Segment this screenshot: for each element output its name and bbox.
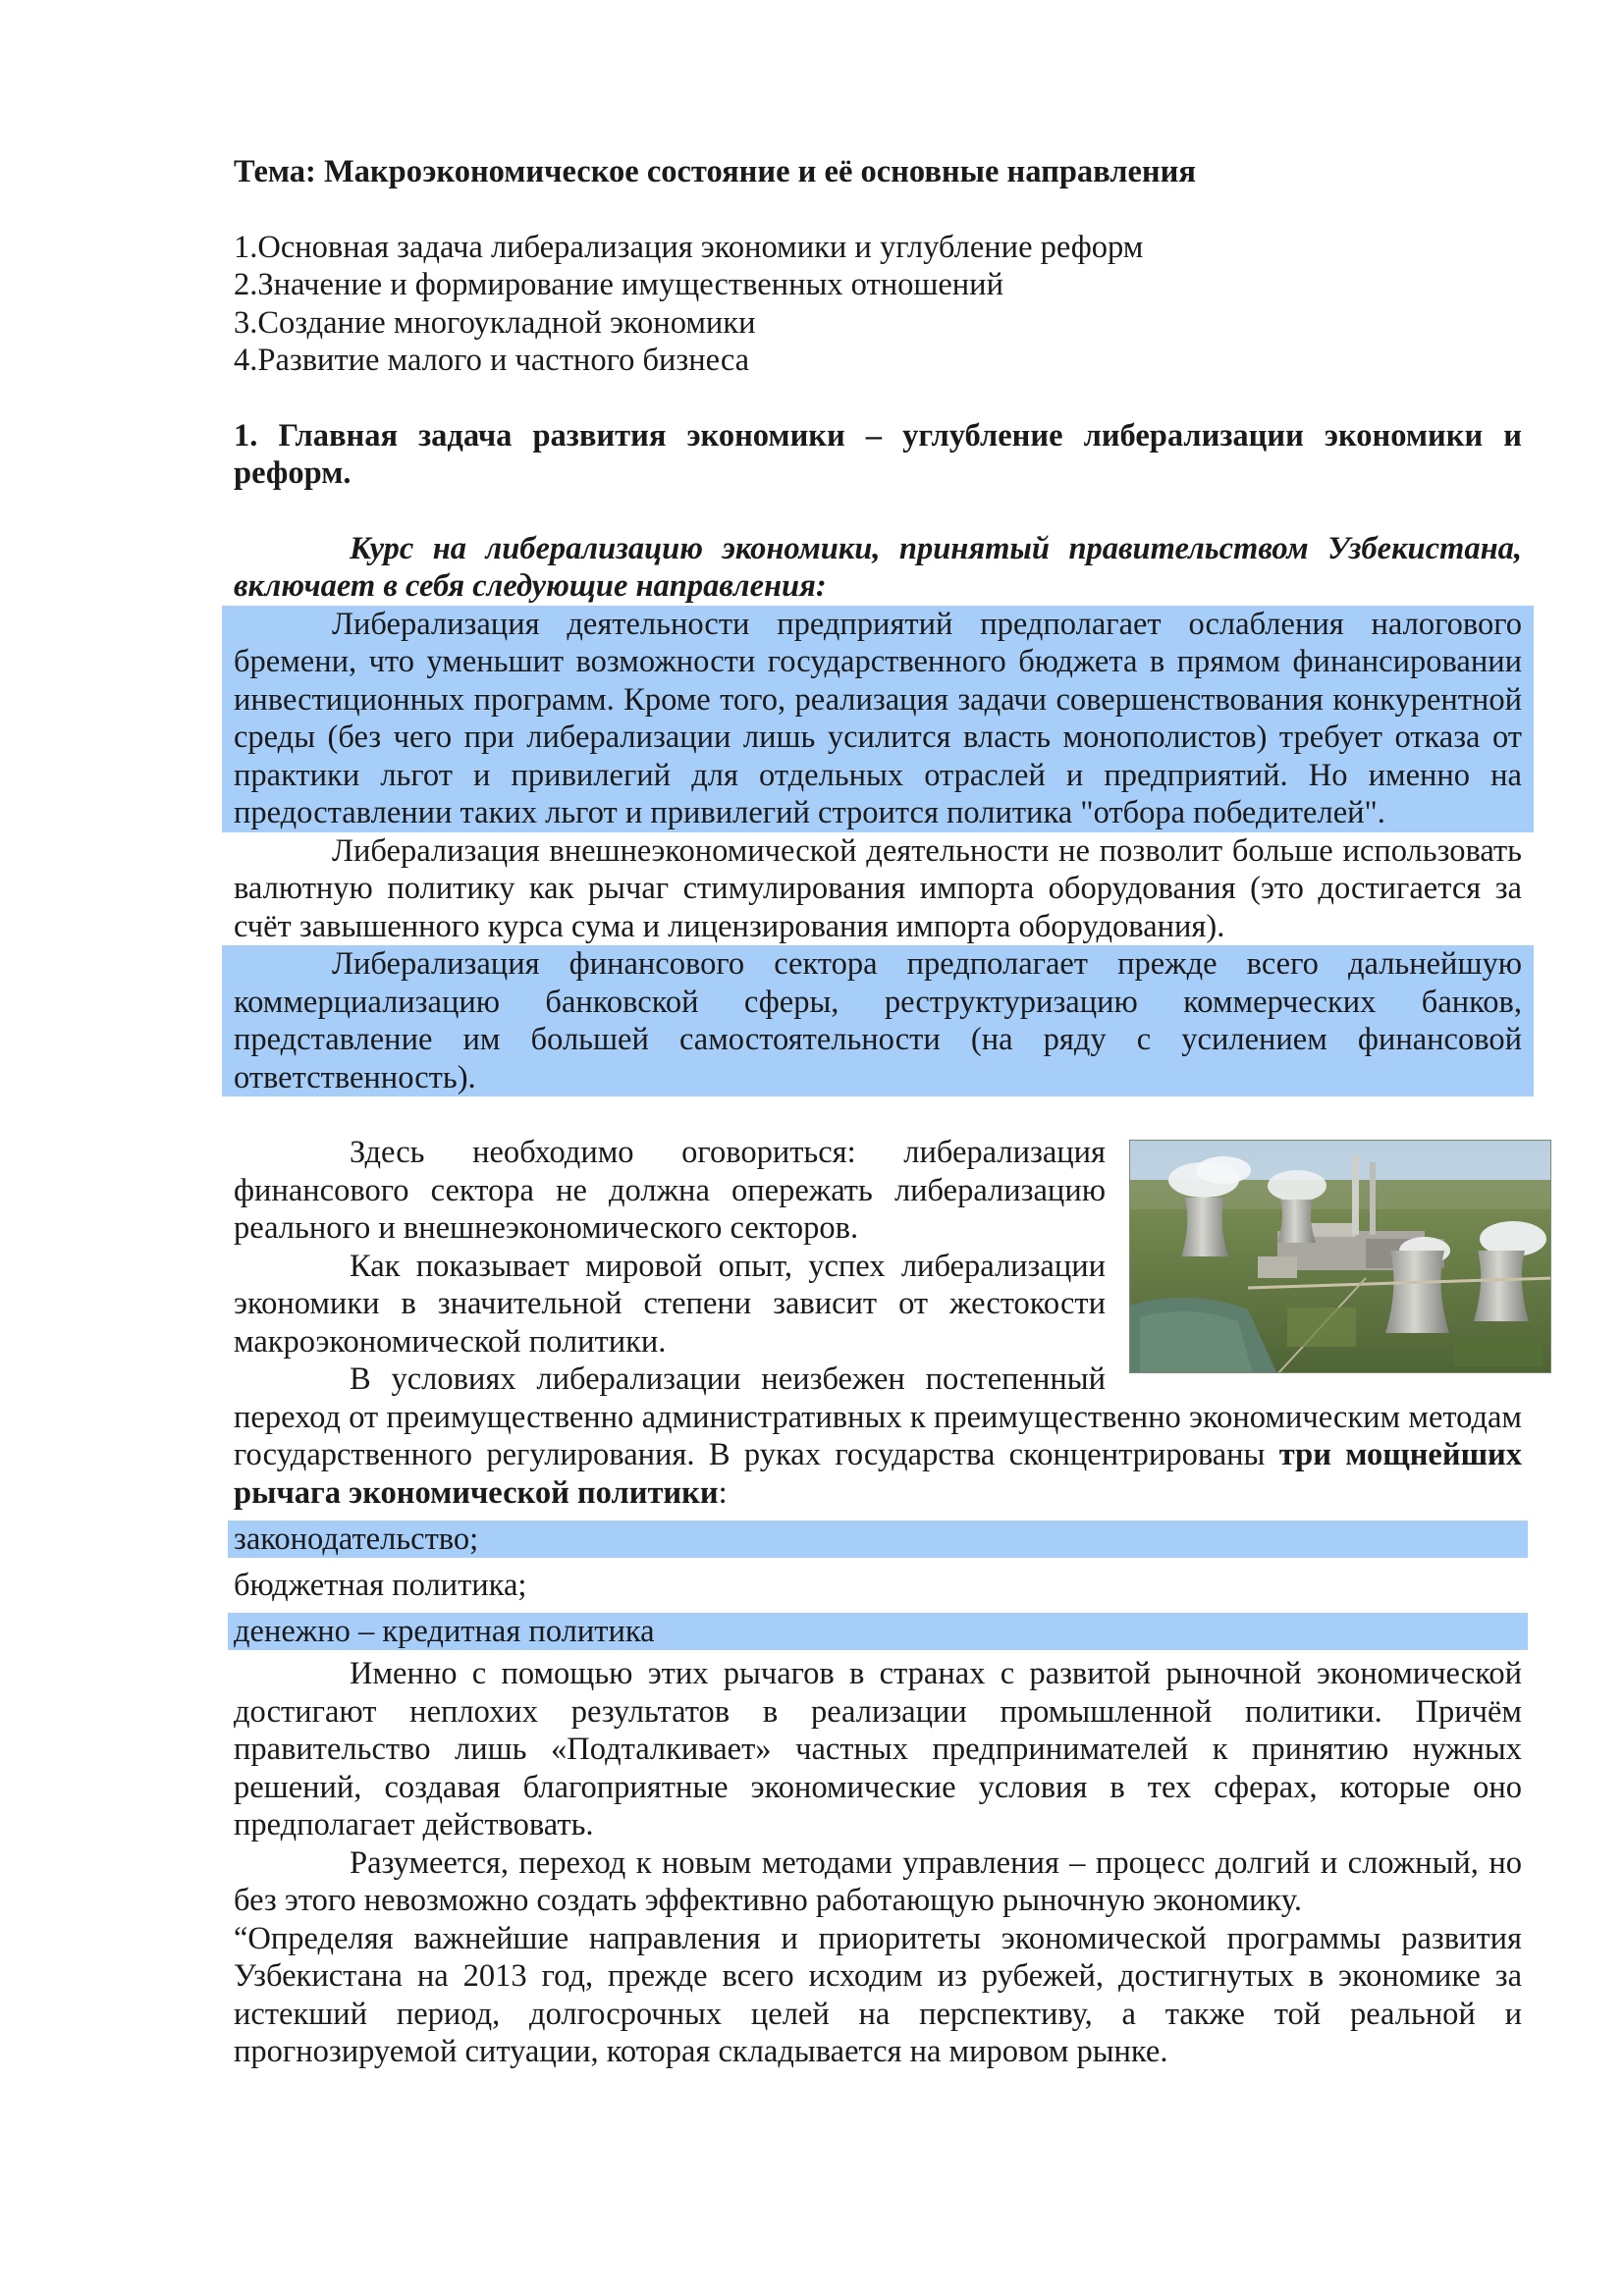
levers-emphasis: три мощнейших рычага экономической политики: [234, 1437, 1522, 1511]
paragraph-caveat: Здесь необходимо оговориться: либерализация финансового сектора не должна опережать либерализацию реального и внешнеэкономического секторов.: [234, 1135, 1106, 1246]
toc-item: 4.Развитие малого и частного бизнеса: [234, 343, 750, 378]
lever-item-legislation: законодательство;: [228, 1521, 1528, 1558]
transition-text: В условиях либерализации неизбежен постепенный переход от преимущественно административных к преимущественно экономическим методам государственного регулирования. В руках государства сконцентрированы: [234, 1362, 1522, 1472]
spacer: [234, 1096, 1522, 1134]
toc-item: 3.Создание многоукладной экономики: [234, 304, 756, 341]
paragraph-world-experience: Как показывает мировой опыт, успех либерализации экономики в значительной степени зависит от жестокости макроэкономической политики.: [234, 1248, 1106, 1360]
paragraph-financial-liberalization: Либерализация финансового сектора предполагает прежде всего дальнейшую коммерциализацию банковской сферы, реструктуризацию коммерческих банков, представление им большей самостоятельности (на ряду с усилением финансовой ответственность).: [222, 945, 1534, 1096]
toc-item: 2.Значение и формирование имущественных отношений: [234, 267, 1003, 302]
section-heading: 1. Главная задача развития экономики – углубление либерализации экономики и реформ.: [234, 417, 1522, 491]
lever-item-budget: бюджетная политика;: [234, 1568, 527, 1603]
document-body: [234, 153, 1522, 2071]
paragraph-foreign-trade-liberalization: Либерализация внешнеэкономической деятельности не позволит больше использовать валютную политику как рычаг стимулирования импорта оборудования (это достигается за счёт завышенного курса сума и лицензирования импорта оборудования).: [234, 832, 1522, 944]
document-title: Тема: Макроэкономическое состояние и её основные направления: [234, 154, 1196, 189]
table-of-contents: [234, 229, 1522, 380]
paragraph-transition: [234, 1361, 1522, 1512]
power-plant-image: [1129, 1140, 1551, 1373]
paragraph-new-methods: Разумеется, переход к новым методами управления – процесс долгий и сложный, но без этого невозможно создать эффективно работающую рыночную экономику.: [234, 1844, 1522, 1918]
transition-colon: :: [718, 1474, 728, 1511]
paragraph-enterprise-liberalization: Либерализация деятельности предприятий предполагает ослабления налогового бремени, что уменьшит возможности государственного бюджета в прямом финансировании инвестиционных программ. Кроме того, реализация задачи совершенствования конкурентной среды (без чего при либерализации лишь усилится власть монополистов) требует отказа от практики льгот и привилегий для отдельных отраслей и предприятий. Но именно на предоставлении таких льгот и привилегий строится политика "отбора победителей".: [222, 606, 1534, 832]
paragraph-quote: “Определяя важнейшие направления и приоритеты экономической программы развития Узбекистана на 2013 год, прежде всего исходим из рубежей, достигнутых в экономике за истекший период, долгосрочных целей на перспективу, а также той реальной и прогнозируемой ситуации, которая складывается на мировом рынке.: [234, 1920, 1522, 2069]
lever-item-monetary: денежно – кредитная политика: [228, 1613, 1528, 1650]
paragraph-levers-results: Именно с помощью этих рычагов в странах с развитой рыночной экономической достигают неплохих результатов в реализации промышленной политики. Причём правительство лишь «Подталкивает» частных предпринимателей к принятию нужных решений, создавая благоприятные экономические условия в тех сферах, которые оно предполагает действовать.: [234, 1656, 1522, 1842]
intro-paragraph: Курс на либерализацию экономики, принятый правительством Узбекистана, включает в себя следующие направления:: [234, 530, 1522, 604]
toc-item: 1.Основная задача либерализация экономики и углубление реформ: [234, 229, 1144, 265]
